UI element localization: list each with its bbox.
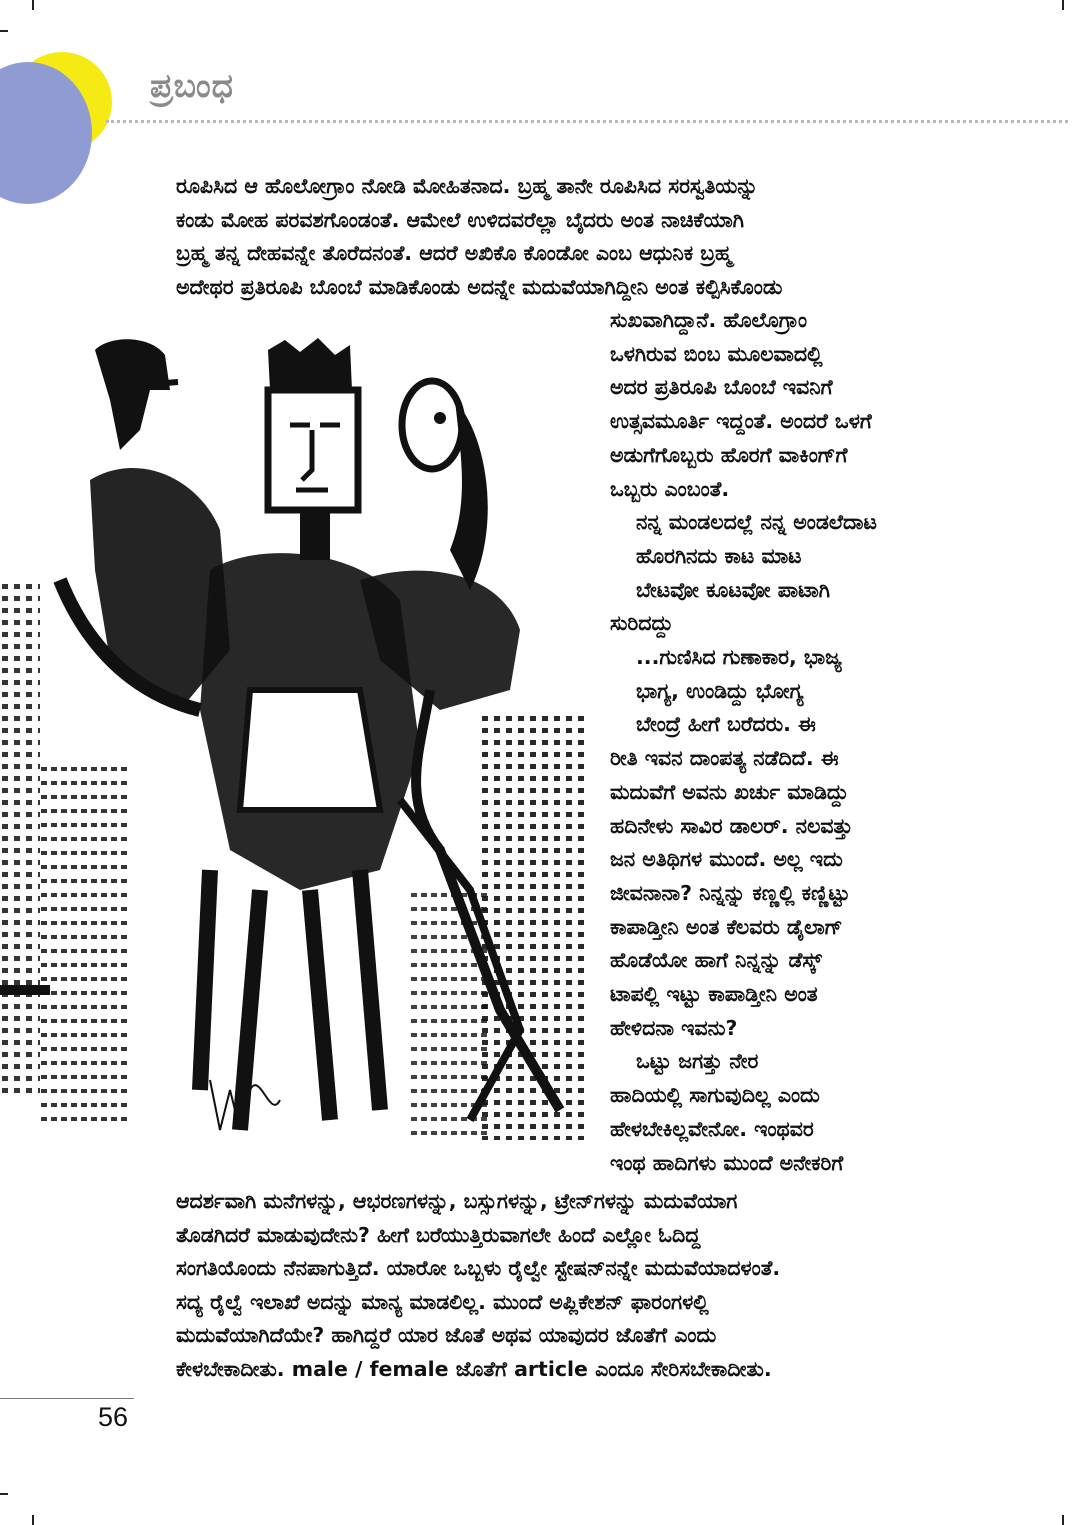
page-number: 56 [98,1402,129,1432]
dot-grid [40,760,130,1130]
text-line: ರೀತಿ ಇವನ ದಾಂಪತ್ಯ ನಡೆದಿದೆ. ಈ [610,746,839,771]
poem-line: ಸುರಿದದ್ದು [610,611,674,636]
crop-mark [1062,1515,1064,1525]
text-line: ಸಂಗತಿಯೊಂದು ನೆನಪಾಗುತ್ತಿದೆ. ಯಾರೋ ಒಬ್ಬಳು ರೈಲ್ವೇ ಸ್ಟೇಷನ್‌ನನ್ನೇ ಮದುವೆಯಾದಳಂತೆ. [176,1256,781,1280]
text-line: ಉತ್ಸವಮೂರ್ತಿ ಇದ್ದಂತೆ. ಅಂದರೆ ಒಳಗೆ [610,409,872,434]
text-line: ಸುಖವಾಗಿದ್ದಾನೆ. ಹೊಲೊಗ್ರಾಂ [610,308,808,332]
text-line: ಆದರ್ಶವಾಗಿ ಮನೆಗಳನ್ನು, ಆಭರಣಗಳನ್ನು, ಬಸ್ಸುಗಳನ್ನು, ಟ್ರೇನ್‌ಗಳನ್ನು ಮದುವೆಯಾಗ [176,1189,738,1213]
text-line: ಹೊಡೆಯೋ ಹಾಗೆ ನಿನ್ನನ್ನು ಡೆಸ್ಕ್ [610,948,822,973]
text-line: ಜೀವನಾನಾ? ನಿನ್ನನ್ನು ಕಣ್ಣಲ್ಲಿ ಕಣ್ಣಿಟ್ಟು [610,880,850,905]
section-title: ಪ್ರಬಂಧ [150,66,234,105]
poem-line: ನನ್ನ ಮಂಡಲದಲ್ಲೆ ನನ್ನ ಅಂಡಲೆದಾಟ [636,510,877,535]
poem-line: ...ಗುಣಿಸಿದ ಗುಣಾಕಾರ, ಭಾಜ್ಯ [636,645,842,670]
text-line: ಕೇಳಬೇಕಾದೀತು. male / female ಜೊತೆಗೆ article ಎಂದೂ ಸೇರಿಸಬೇಕಾದೀತು. [176,1356,772,1381]
figure-crown [268,338,352,390]
text-line: ರೂಪಿಸಿದ ಆ ಹೊಲೋಗ್ರಾಂ ನೋಡಿ ಮೋಹಿತನಾದ. ಬ್ರಹ್ಮ ತಾನೇ ರೂಪಿಸಿದ ಸರಸ್ವತಿಯನ್ನು [176,174,758,198]
crop-mark [32,0,34,10]
text-line: ಒಬ್ಬರು ಎಂಬಂತೆ. [610,476,730,501]
dot-grid [0,580,40,1100]
text-line: ಇಂಥ ಹಾದಿಗಳು ಮುಂದೆ ಅನೇಕರಿಗೆ [610,1150,844,1175]
crop-mark [0,30,8,32]
crop-mark [0,1493,8,1495]
crop-mark [32,1515,34,1525]
figure-head-left [95,339,170,450]
article-paragraph-top [176,170,956,304]
figure-head-right [402,381,462,469]
ink-bar [0,985,50,995]
text-line: ಅದೇಥರ ಪ್ರತಿರೂಪಿ ಬೊಂಬೆ ಮಾಡಿಕೊಂಡು ಅದನ್ನೇ ಮದುವೆಯಾಗಿದ್ದೀನಿ ಅಂತ ಕಲ್ಪಿಸಿಕೊಂಡು [176,274,783,299]
text-line: ಜನ ಅತಿಥಿಗಳ ಮುಂದೆ. ಅಲ್ಲ ಇದು [610,847,843,872]
page-number-rule [0,1398,134,1399]
text-line: ಹದಿನೇಳು ಸಾವಿರ ಡಾಲರ್. ನಲವತ್ತು [610,813,853,838]
poem-line: ಹೊರಗಿನದು ಕಾಟ ಮಾಟ [636,543,802,568]
poem-line: ಬೇಂದ್ರೆ ಹೀಗೆ ಬರೆದರು. ಈ [636,712,816,737]
text-line: ಹೇಳಬೇಕಿಲ್ಲವೇನೋ. ಇಂಥವರ [610,1116,814,1141]
text-line: ಮದುವೆಯಾಗಿದೆಯೇ? ಹಾಗಿದ್ದರೆ ಯಾರ ಜೊತೆ ಅಥವ ಯಾವುದರ ಜೊತೆಗೆ ಎಂದು [176,1323,717,1347]
poem-line: ಭಾಗ್ಯ, ಉಂಡಿದ್ದು ಭೋಗ್ಯ [636,678,804,703]
ink-sketch-illustration [0,330,592,1150]
text-line: ಸದ್ಯ ರೈಲ್ವೆ ಇಲಾಖೆ ಅದನ್ನು ಮಾನ್ಯ ಮಾಡಲಿಲ್ಲ. ಮುಂದೆ ಅಪ್ಲಿಕೇಶನ್ ಫಾರಂಗಳಲ್ಲಿ [176,1289,709,1314]
text-line: ಕಂಡು ಮೋಹ ಪರವಶಗೊಂಡಂತೆ. ಆಮೇಲೆ ಉಳಿದವರೆಲ್ಲಾ ಬೈದರು ಅಂತ ನಾಚಿಕೆಯಾಗಿ [176,207,744,232]
text-line: ಅಡುಗೆಗೊಬ್ಬರು ಹೊರಗೆ ವಾಕಿಂಗ್‌ಗೆ [610,442,848,467]
article-paragraph-bottom [176,1185,956,1386]
header-dotted-divider [106,120,1068,123]
text-line: ಕಾಪಾಡ್ತೀನಿ ಅಂತ ಕೆಲವರು ಡೈಲಾಗ್ [610,914,843,939]
article-right-column [610,304,970,1180]
text-line: ಹೇಳಿದನಾ ಇವನು? [610,1015,738,1040]
text-line: ಒಳಗಿರುವ ಬಿಂಬ ಮೂಲವಾದಲ್ಲಿ [610,341,823,366]
text-line: ಬ್ರಹ್ಮ ತನ್ನ ದೇಹವನ್ನೇ ತೊರೆದನಂತೆ. ಆದರೆ ಅಖಿಕೊ ಕೊಂಡೋ ಎಂಬ ಆಧುನಿಕ ಬ್ರಹ್ಮ [176,241,732,265]
text-line: ತೊಡಗಿದರೆ ಮಾಡುವುದೇನು? ಹೀಗೆ ಬರೆಯುತ್ತಿರುವಾಗಲೇ ಹಿಂದೆ ಎಲ್ಲೋ ಓದಿದ್ದ [176,1222,701,1247]
poem-line: ಬೇಟವೋ ಕೂಟವೋ ಪಾಟಾಗಿ [636,577,830,602]
text-line: ಮದುವೆಗೆ ಅವನು ಖರ್ಚು ಮಾಡಿದ್ದು [610,779,849,804]
text-line: ಒಟ್ಟು ಜಗತ್ತು ನೇರ [636,1049,759,1074]
text-line: ಟಾಪಲ್ಲಿ ಇಟ್ಟು ಕಾಪಾಡ್ತೀನಿ ಅಂತ [610,982,818,1007]
crop-mark [1062,0,1064,10]
text-line: ಅದರ ಪ್ರತಿರೂಪಿ ಬೊಂಬೆ ಇವನಿಗೆ [610,375,833,400]
text-line: ಹಾದಿಯಲ್ಲಿ ಸಾಗುವುದಿಲ್ಲ ಎಂದು [610,1083,820,1108]
